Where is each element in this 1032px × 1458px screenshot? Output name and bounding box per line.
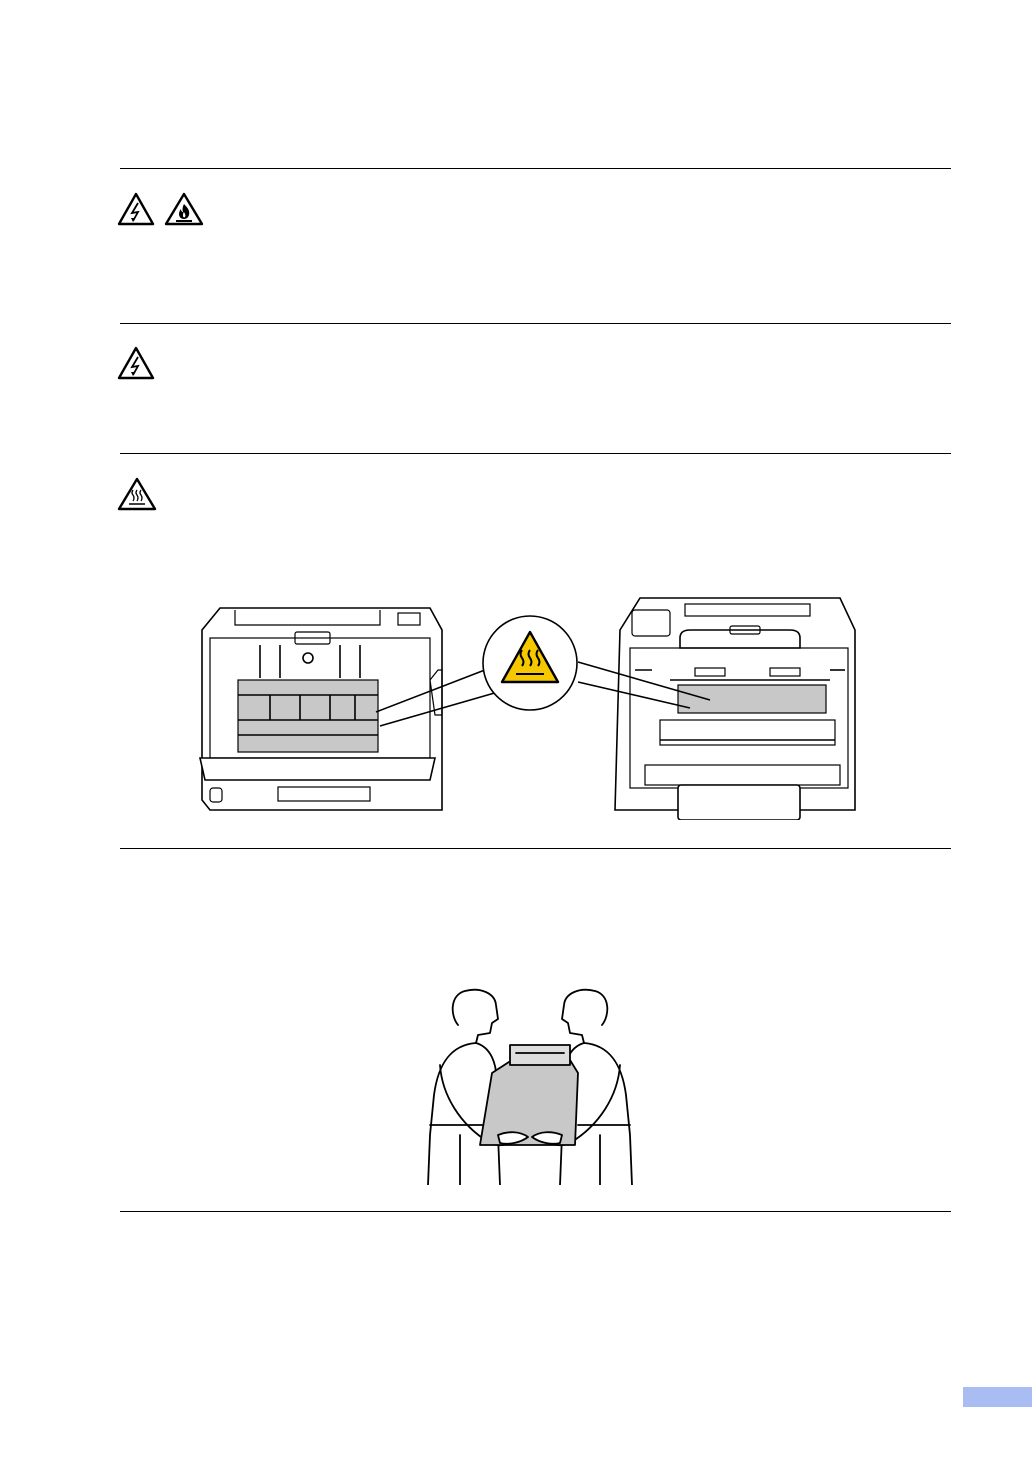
printer-carried xyxy=(480,1045,578,1145)
section-divider xyxy=(120,1211,951,1212)
section-divider xyxy=(120,323,951,324)
printer-hot-parts-illustration xyxy=(190,590,860,820)
printer-front-view xyxy=(615,598,855,820)
two-person-lift-illustration xyxy=(420,985,640,1185)
section-divider xyxy=(120,168,951,169)
hot-surface-icon xyxy=(117,477,157,511)
fire-hazard-icon xyxy=(164,192,204,226)
printer-back-view xyxy=(200,608,442,810)
section-divider xyxy=(120,848,951,849)
electrical-hazard-icon xyxy=(117,346,155,380)
page-tab-marker xyxy=(963,1387,1032,1407)
electrical-hazard-icon xyxy=(117,192,155,226)
section-divider xyxy=(120,453,951,454)
